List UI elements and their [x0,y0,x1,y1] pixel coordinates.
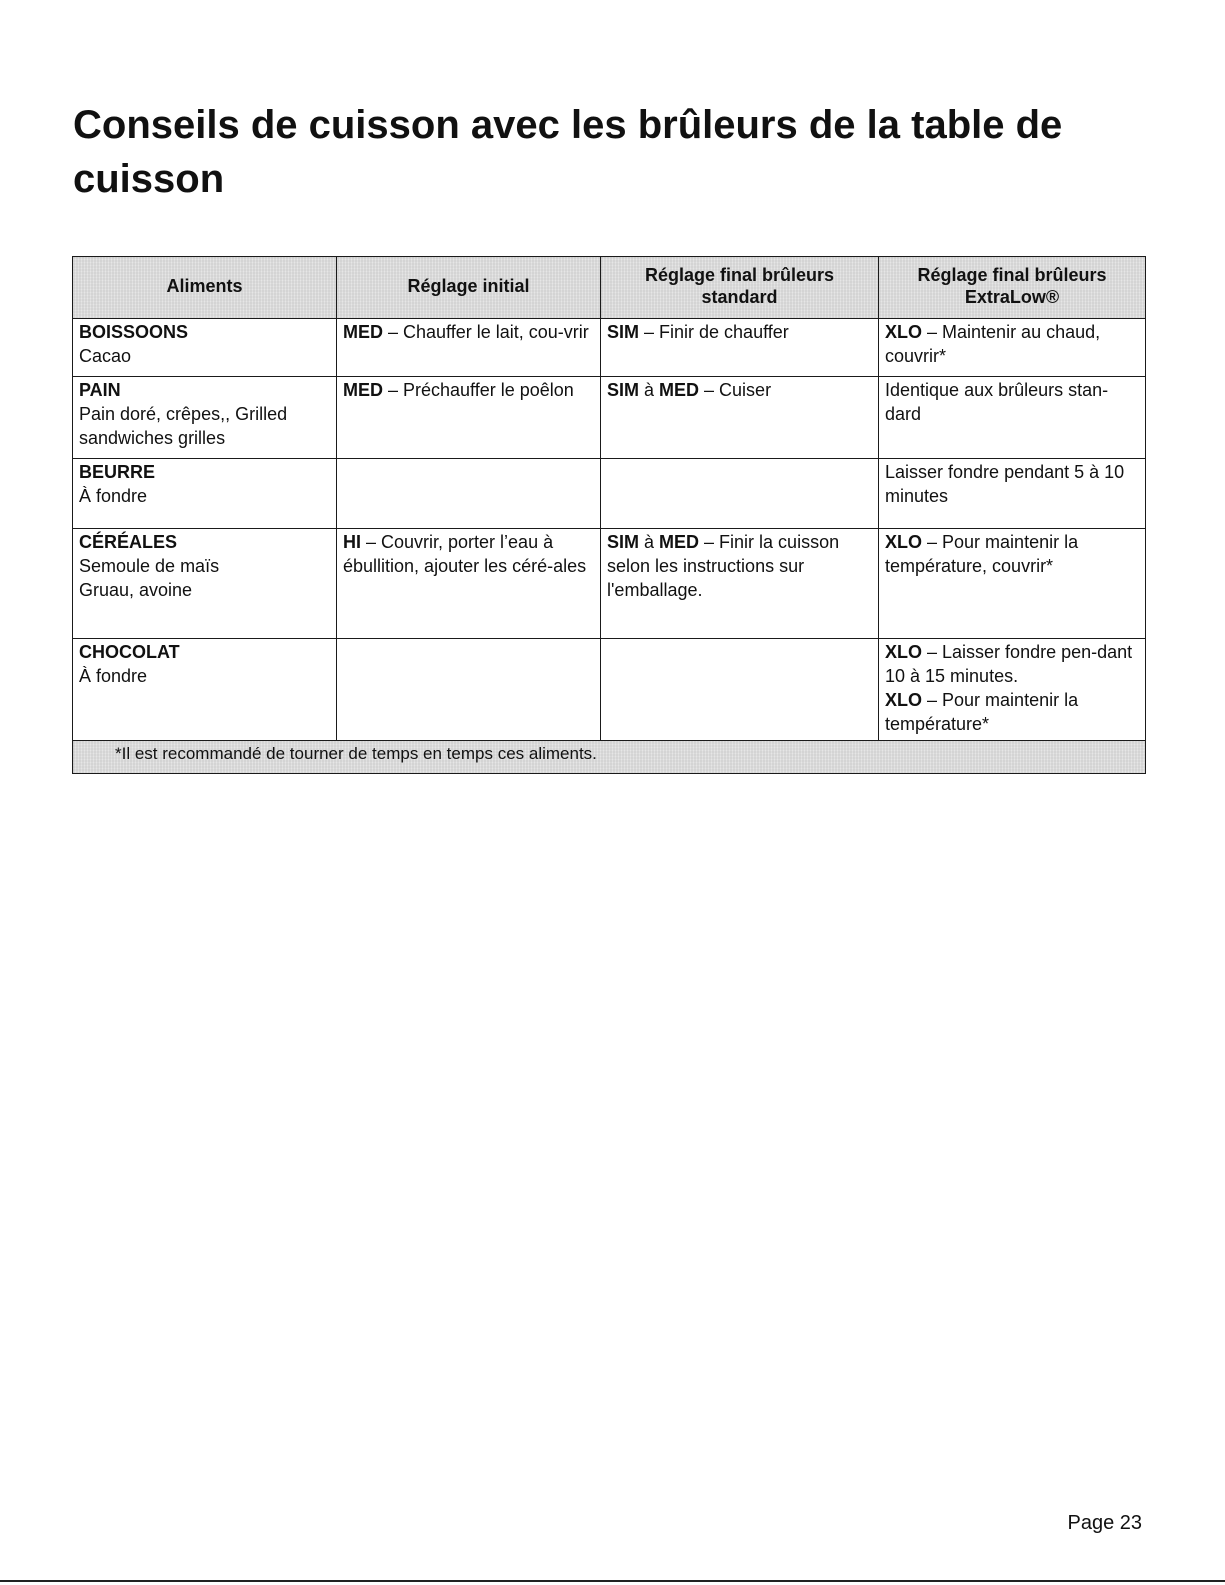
extralow-setting-cell [879,459,1146,529]
food-cell [73,529,337,639]
setting-text: – Laisser fondre pen-dant 10 à 15 minutes. [885,642,1133,686]
food-item: À fondre [79,666,148,686]
standard-setting-cell [601,639,879,741]
food-cell [73,377,337,459]
food-cell [73,319,337,377]
extralow-instruction [885,640,1139,688]
standard-setting-cell [601,529,879,639]
header-reglage-initial: Réglage initial [337,257,601,319]
standard-setting-cell [601,459,879,529]
food-category: BOISSOONS [79,322,189,342]
setting-code: MED [343,380,383,400]
food-category: CHOCOLAT [79,642,180,662]
footnote-row [73,741,1146,774]
initial-setting-cell [337,377,601,459]
setting-code: MED [659,532,700,552]
header-aliments: Aliments [73,257,337,319]
setting-connector: à [639,532,660,552]
setting-code: XLO [885,642,923,662]
setting-text: – Pour maintenir la température, couvrir* [885,532,1079,576]
setting-code: MED [343,322,383,342]
extralow-setting-cell [879,639,1146,741]
setting-connector: à [639,380,660,400]
cooking-tips-table [72,256,1146,774]
setting-text: – Chauffer le lait, cou-vrir [383,322,589,342]
food-item: Cacao [79,346,132,366]
food-cell [73,639,337,741]
footnote-cell [73,741,1146,774]
footnote-text: *Il est recommandé de tourner de temps en temps ces aliments. [115,744,597,763]
setting-code: MED [659,380,700,400]
setting-code: HI [343,532,361,552]
food-category: BEURRE [79,462,156,482]
food-category: CÉRÉALES [79,532,178,552]
food-item: Semoule de maïs [79,556,220,576]
standard-setting-cell [601,377,879,459]
header-reglage-extralow: Réglage final brûleurs ExtraLow® [879,257,1146,319]
initial-setting-cell [337,459,601,529]
table-row [73,459,1146,529]
extralow-instruction [885,688,1139,736]
food-item: Gruau, avoine [79,580,193,600]
initial-setting-cell [337,319,601,377]
page-number: Page 23 [1067,1512,1142,1534]
setting-code: SIM [607,322,640,342]
setting-code: XLO [885,532,923,552]
page-title: Conseils de cuisson avec les brûleurs de la table de cuisson [73,103,1063,201]
setting-text: – Pour maintenir la température* [885,690,1079,734]
food-cell [73,459,337,529]
setting-code: XLO [885,690,923,710]
header-reglage-standard: Réglage final brûleurs standard [601,257,879,319]
setting-text: – Préchauffer le poêlon [383,380,574,400]
setting-text: – Cuiser [699,380,772,400]
bottom-divider [0,1580,1225,1582]
table-row [73,377,1146,459]
initial-setting-cell [337,529,601,639]
extralow-setting-cell [879,319,1146,377]
initial-setting-cell [337,639,601,741]
food-category: PAIN [79,380,121,400]
table-row [73,319,1146,377]
food-item: Pain doré, crêpes,, Grilled sandwiches grilles [79,404,288,448]
setting-code: XLO [885,322,923,342]
setting-text: Laisser fondre pendant 5 à 10 minutes [885,462,1125,506]
food-item: À fondre [79,486,148,506]
extralow-setting-cell [879,529,1146,639]
standard-setting-cell [601,319,879,377]
table-row [73,639,1146,741]
table-header-row [73,257,1146,319]
setting-code: SIM [607,532,640,552]
setting-code: SIM [607,380,640,400]
extralow-setting-cell [879,377,1146,459]
setting-text: – Finir de chauffer [639,322,789,342]
table-row [73,529,1146,639]
setting-text: – Couvrir, porter l’eau à ébullition, ajouter les céré-ales [343,532,587,576]
setting-text: – Finir la cuisson selon les instructions sur l'emballage. [607,532,840,600]
setting-text: – Maintenir au chaud, couvrir* [885,322,1101,366]
setting-text: Identique aux brûleurs stan-dard [885,380,1109,424]
